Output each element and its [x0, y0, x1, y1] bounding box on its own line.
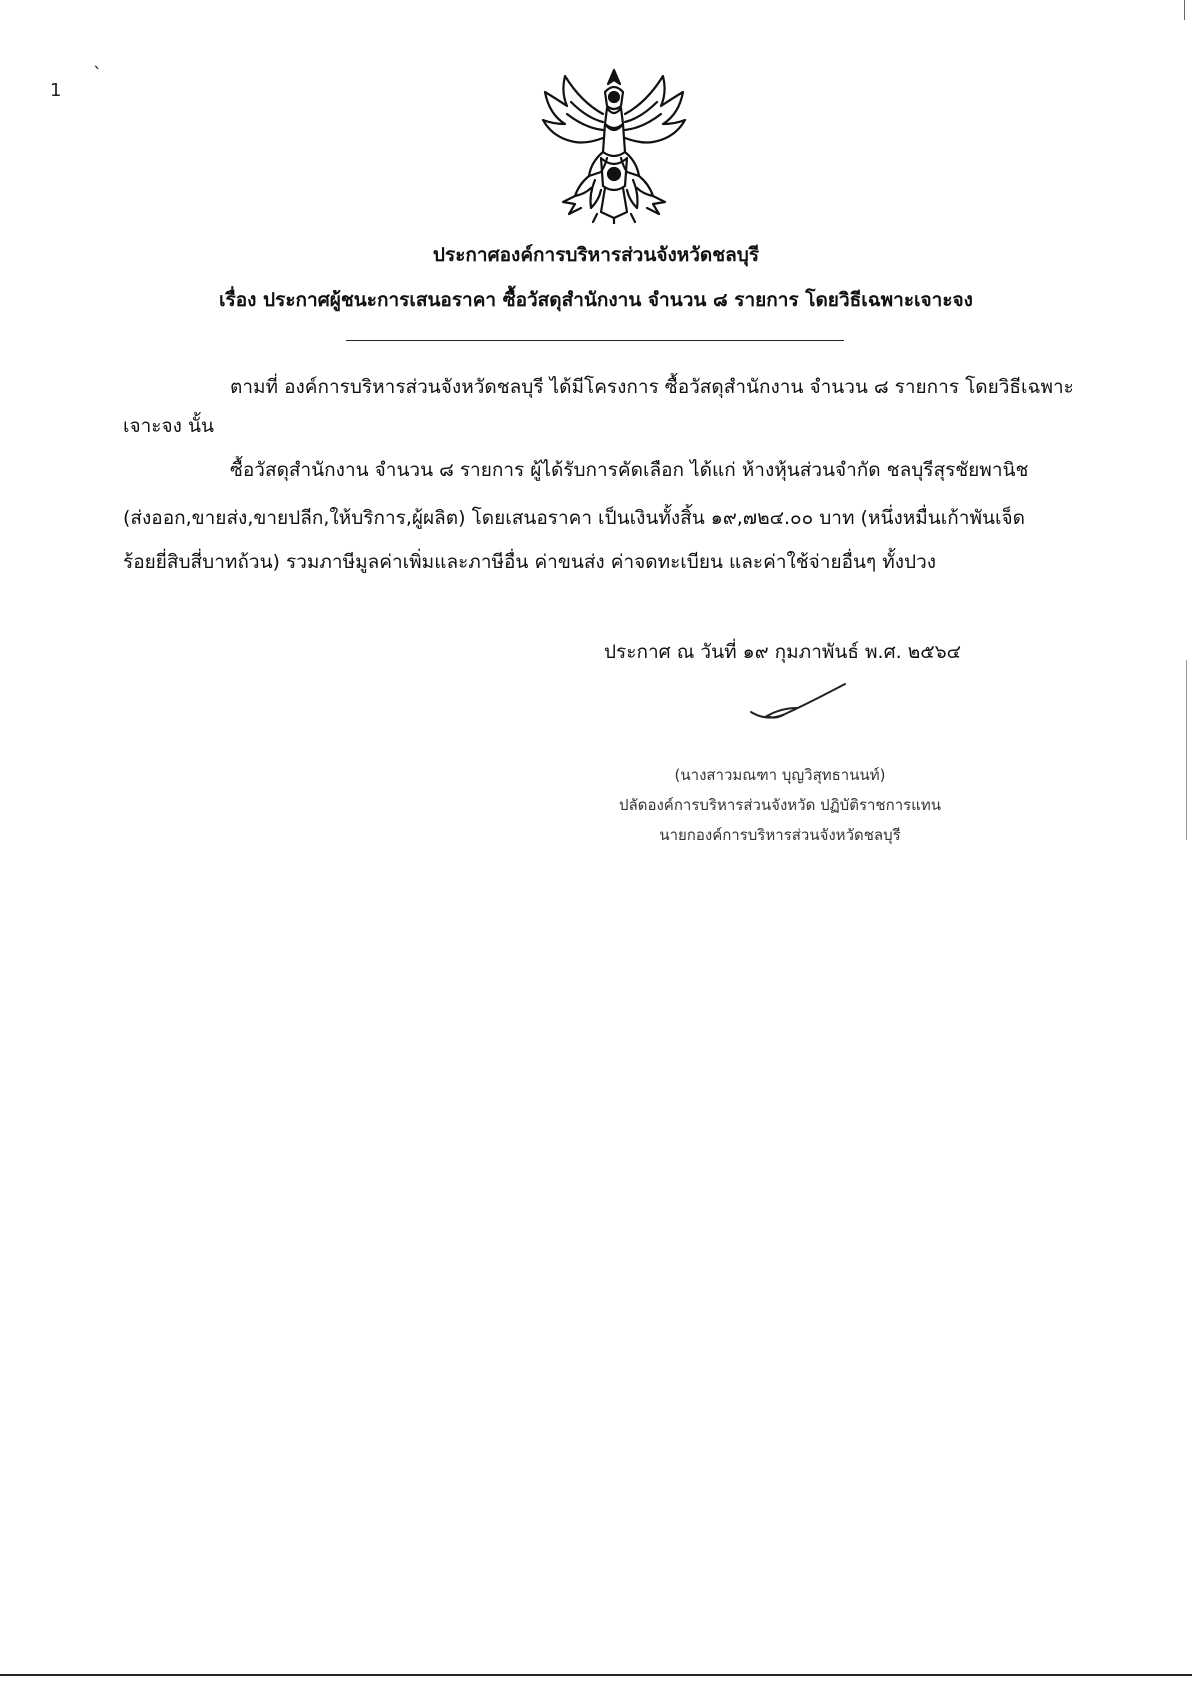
- handwritten-signature: [745, 678, 855, 728]
- margin-mark-accent: `: [93, 64, 102, 85]
- announcement-date: ประกาศ ณ วันที่ ๑๙ กุมภาพันธ์ พ.ศ. ๒๕๖๔: [604, 641, 962, 663]
- signer-name: (นางสาวมณฑา บุญวิสุทธานนท์): [674, 766, 886, 784]
- body-line: ร้อยยี่สิบสี่บาทถ้วน) รวมภาษีมูลค่าเพิ่มและภาษีอื่น ค่าขนส่ง ค่าจดทะเบียน และค่าใช้จ่ายอื่นๆ ทั้งปวง: [123, 551, 937, 573]
- announcement-title: ประกาศองค์การบริหารส่วนจังหวัดชลบุรี: [432, 244, 760, 266]
- signer-organization: นายกองค์การบริหารส่วนจังหวัดชลบุรี: [659, 826, 901, 844]
- signature-block: [600, 760, 960, 850]
- scan-edge-line: [1186, 660, 1187, 840]
- garuda-emblem: [535, 62, 693, 224]
- header-divider: [346, 340, 844, 341]
- body-line: ซื้อวัสดุสำนักงาน จำนวน ๘ รายการ ผู้ได้รับการคัดเลือก ได้แก่ ห้างหุ้นส่วนจำกัด ชลบุรีสุรชัยพานิช: [230, 459, 1029, 481]
- announcement-subject: เรื่อง ประกาศผู้ชนะการเสนอราคา ซื้อวัสดุสำนักงาน จำนวน ๘ รายการ โดยวิธีเฉพาะเจาะจง: [219, 289, 973, 311]
- signer-position: ปลัดองค์การบริหารส่วนจังหวัด ปฏิบัติราชการแทน: [619, 796, 941, 814]
- body-line: เจาะจง นั้น: [123, 415, 214, 437]
- scan-edge-mark: [1184, 0, 1185, 20]
- scan-bottom-edge: [0, 1674, 1192, 1676]
- body-line: (ส่งออก,ขายส่ง,ขายปลีก,ให้บริการ,ผู้ผลิต) โดยเสนอราคา เป็นเงินทั้งสิ้น ๑๙,๗๒๔.๐๐ บาท (หนึ่งหมื่นเก้าพันเจ็ด: [123, 507, 1025, 529]
- margin-mark: 1: [50, 80, 62, 101]
- body-line: ตามที่ องค์การบริหารส่วนจังหวัดชลบุรี ได้มีโครงการ ซื้อวัสดุสำนักงาน จำนวน ๘ รายการ โดยวิธีเฉพาะ: [230, 376, 1074, 398]
